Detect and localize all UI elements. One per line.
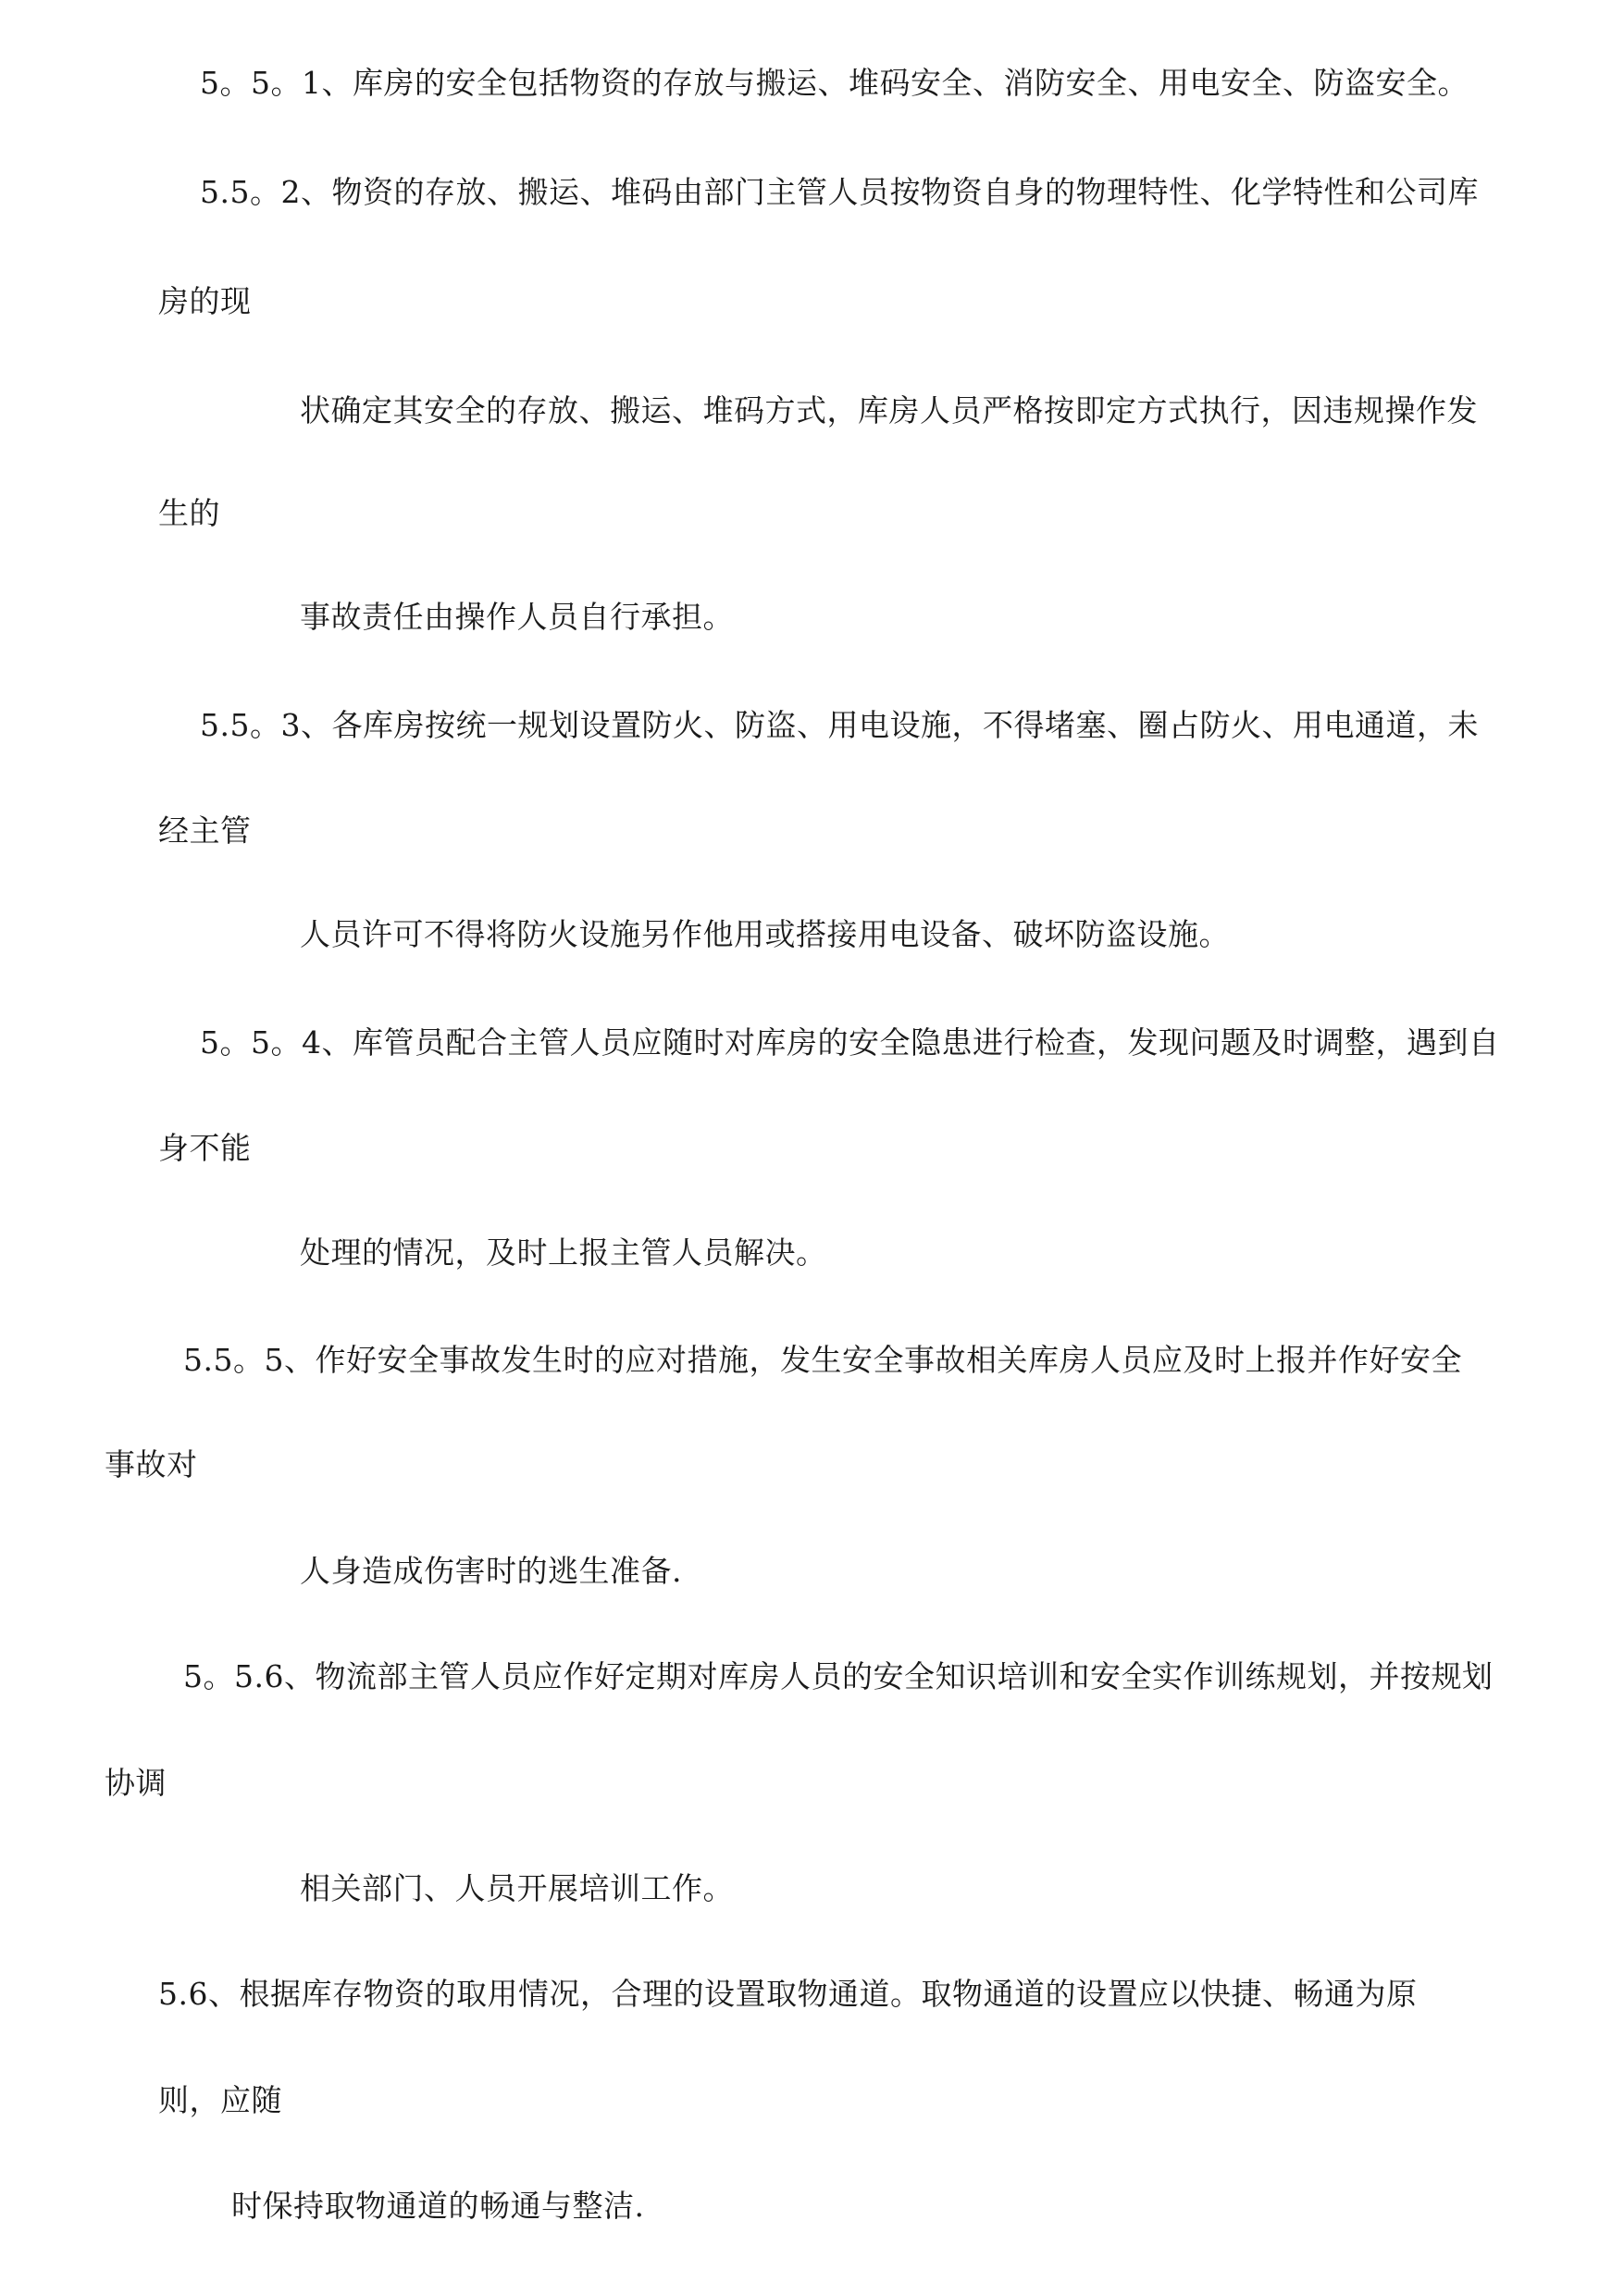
text-line: 经主管 [158,813,252,849]
text-line: 身不能 [158,1130,252,1166]
text-line: 5。5。4、库管员配合主管人员应随时对库房的安全隐患进行检查，发现问题及时调整，遇到自 [200,1024,1500,1061]
text-line: 状确定其安全的存放、搬运、堆码方式，库房人员严格按即定方式执行，因违规操作发 [300,392,1478,428]
text-line: 5.5。5、作好安全事故发生时的应对措施，发生安全事故相关库房人员应及时上报并作好安全 [183,1342,1462,1378]
text-line: 5.5。2、物资的存放、搬运、堆码由部门主管人员按物资自身的物理特性、化学特性和公司库 [200,174,1479,210]
text-line: 5。5.6、物流部主管人员应作好定期对库房人员的安全知识培训和安全实作训练规划，并按规划 [183,1658,1494,1694]
text-line: 事故责任由操作人员自行承担。 [300,599,734,635]
text-line: 事故对 [105,1446,198,1482]
text-line: 处理的情况，及时上报主管人员解决。 [300,1234,827,1271]
text-line: 5。5。1、库房的安全包括物资的存放与搬运、堆码安全、消防安全、用电安全、防盗安全。 [200,65,1469,101]
text-line: 时保持取物通道的畅通与整洁. [231,2188,645,2224]
text-line: 协调 [105,1765,167,1801]
text-line: 则，应随 [158,2082,282,2118]
text-line: 人员许可不得将防火设施另作他用或搭接用电设备、破坏防盗设施。 [300,916,1230,952]
text-line: 相关部门、人员开展培训工作。 [300,1870,734,1906]
text-line: 5.6、根据库存物资的取用情况，合理的设置取物通道。取物通道的设置应以快捷、畅通为原 [158,1976,1418,2012]
text-line: 5.5。3、各库房按统一规划设置防火、防盗、用电设施，不得堵塞、圈占防火、用电通道，未 [200,707,1479,743]
text-line: 生的 [158,495,220,531]
text-line: 房的现 [158,283,252,319]
text-line: 人身造成伤害时的逃生准备. [300,1553,682,1589]
